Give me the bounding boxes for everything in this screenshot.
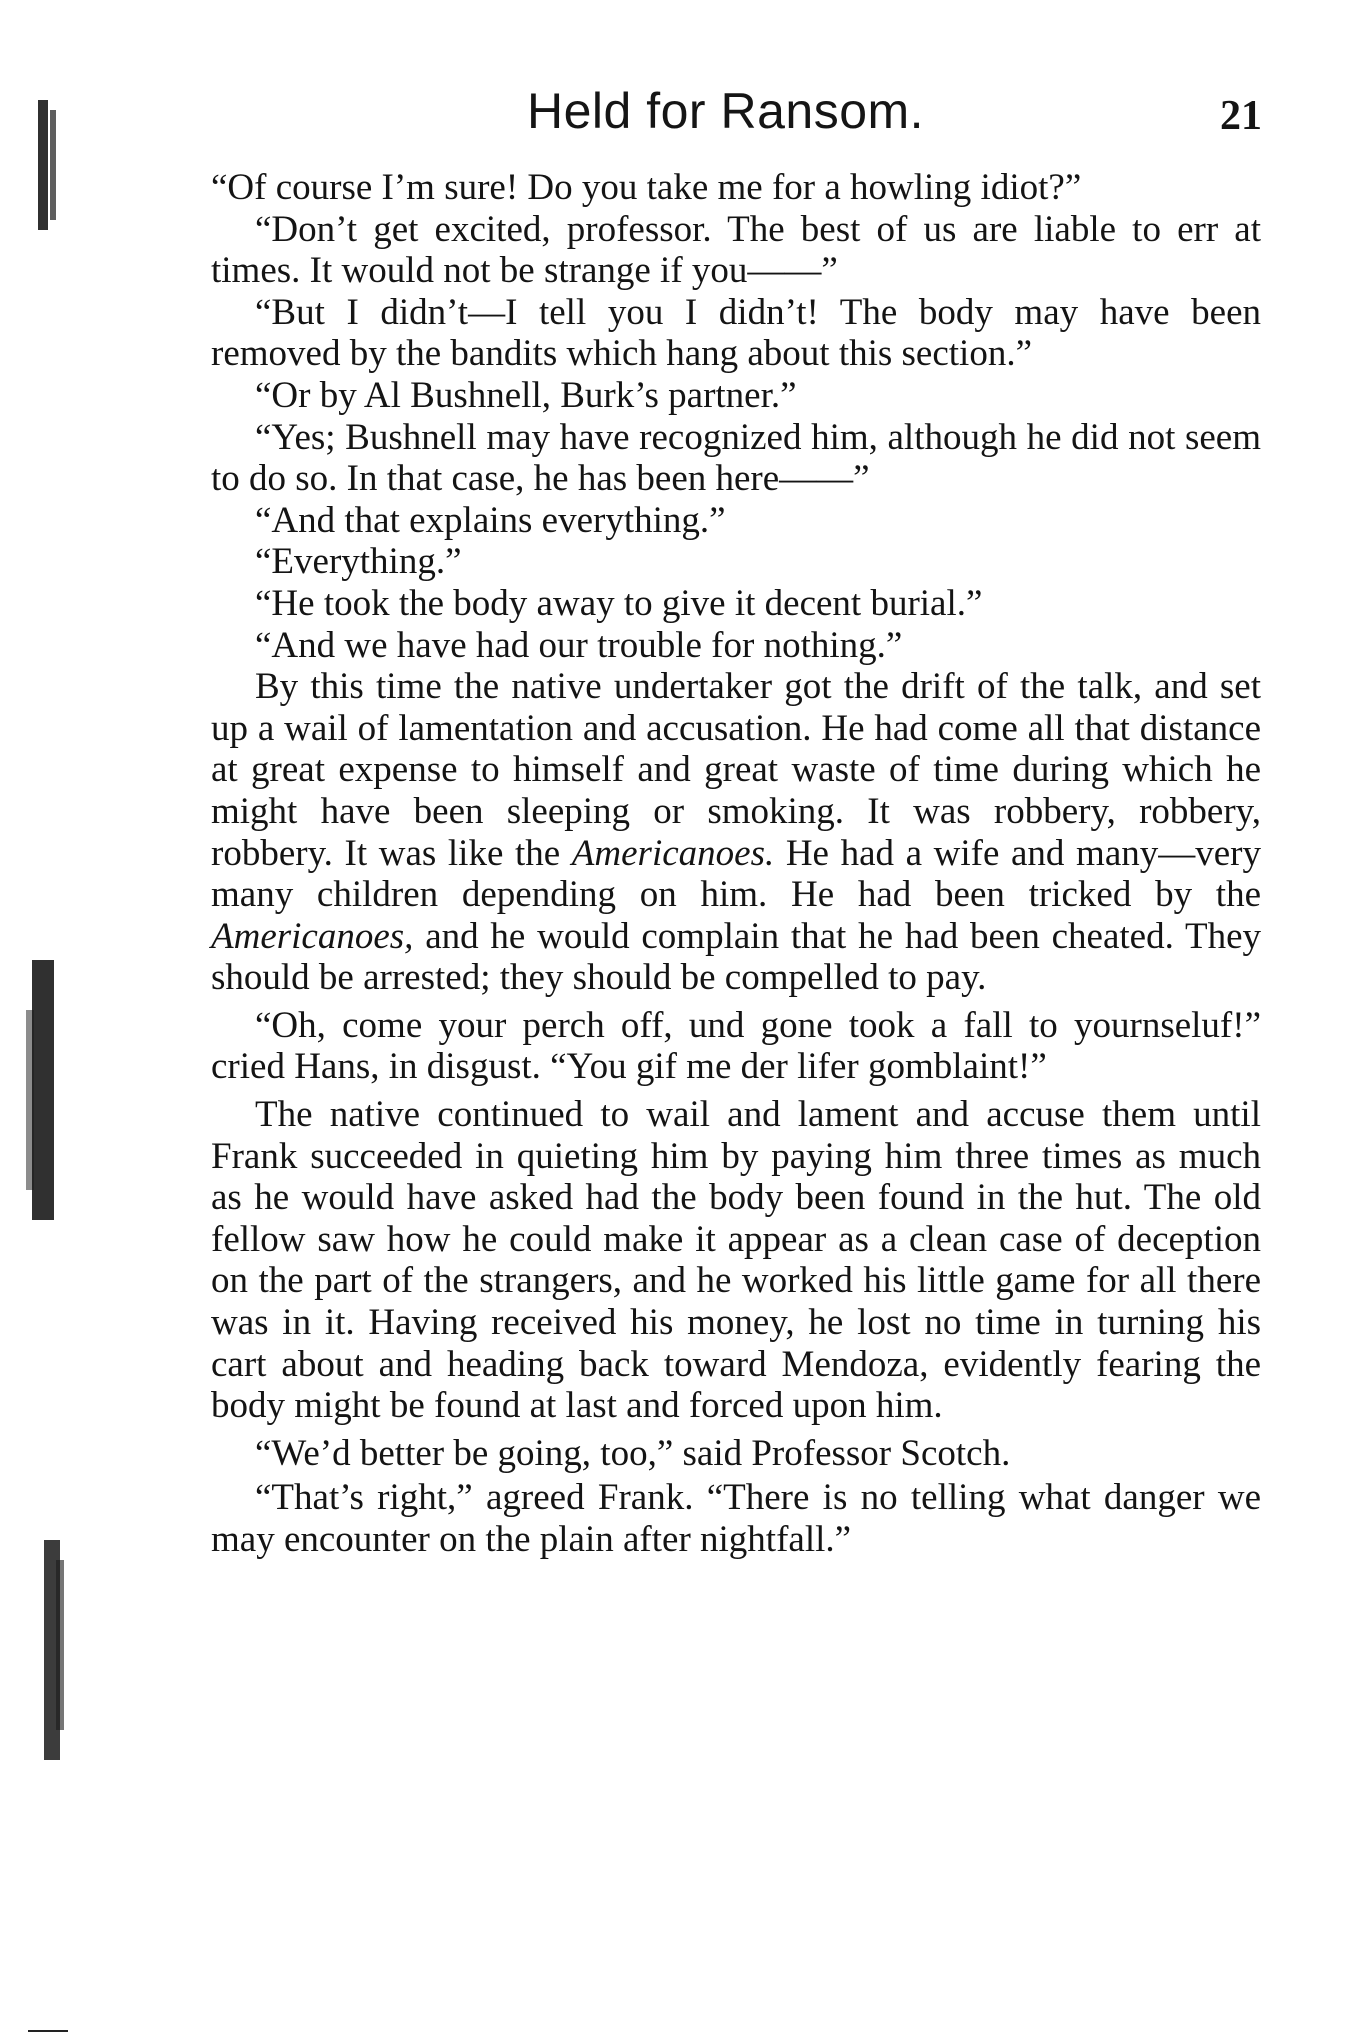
paragraph	[211, 666, 1261, 999]
binding-shadow-mark	[26, 1010, 34, 1190]
body-text	[211, 167, 1261, 1561]
binding-shadow-mark	[38, 100, 48, 230]
page-header	[212, 82, 1262, 152]
paragraph: “But I didn’t—I tell you I didn’t! The body may have been removed by the bandits which hang about this section.”	[211, 291, 1261, 375]
running-title: Held for Ransom.	[527, 83, 925, 139]
italic-term: Americanoes,	[211, 915, 414, 957]
paragraph: “We’d better be going, too,” said Professor Scotch.	[255, 1432, 1011, 1474]
paragraph-text: He had a wife and many—very many children depending on him. He had been tricked by the	[211, 832, 1261, 916]
paragraph-text: and he would complain that he had been cheated. They should be arrested; they should be compelled to pay.	[211, 915, 1261, 999]
paragraph: “Oh, come your perch off, und gone took a fall to yournseluf!” cried Hans, in disgust. “You gif me der lifer gomblaint!”	[211, 1004, 1261, 1088]
paragraph: “Everything.”	[255, 541, 462, 583]
binding-shadow-mark	[50, 110, 56, 220]
paragraph: “Or by Al Bushnell, Burk’s partner.”	[255, 374, 797, 416]
paragraph-text: By this time the native undertaker got the drift of the talk, and set up a wail of lamentation and accusation. He had come all that distance at great expense to himself and great waste of time during which he might have been sleeping or smoking. It was robbery, robbery, robbery. It was like the	[211, 666, 1261, 874]
paragraph: “He took the body away to give it decent burial.”	[255, 582, 983, 624]
paragraph: “That’s right,” agreed Frank. “There is no telling what danger we may encounter on the plain after nightfall.”	[211, 1477, 1261, 1560]
paragraph: The native continued to wail and lament and accuse them until Frank succeeded in quieting him by paying him three times as much as he would have asked had the body been found in the hut. The old fellow saw how he could make it appear as a clean case of deception on the part of the strangers, and he worked his little game for all there was in it. Having received his money, he lost no time in turning his cart about and heading back toward Mendoza, evidently fearing the body might be found at last and forced upon him.	[211, 1094, 1261, 1427]
binding-shadow-mark	[32, 960, 54, 1220]
italic-term: Americanoes.	[571, 832, 775, 874]
binding-shadow-mark	[56, 1560, 64, 1730]
paragraph: “Yes; Bushnell may have recognized him, although he did not seem to do so. In that case, he has been here——”	[211, 416, 1261, 500]
paragraph: “And that explains everything.”	[255, 499, 726, 541]
footer-rule	[28, 2030, 68, 2032]
paragraph: “And we have had our trouble for nothing.”	[255, 624, 903, 666]
paragraph: “Of course I’m sure! Do you take me for a howling idiot?”	[211, 167, 1082, 208]
page-number: 21	[1220, 93, 1262, 139]
paragraph: “Don’t get excited, professor. The best of us are liable to err at times. It would not be strange if you——”	[211, 208, 1261, 292]
